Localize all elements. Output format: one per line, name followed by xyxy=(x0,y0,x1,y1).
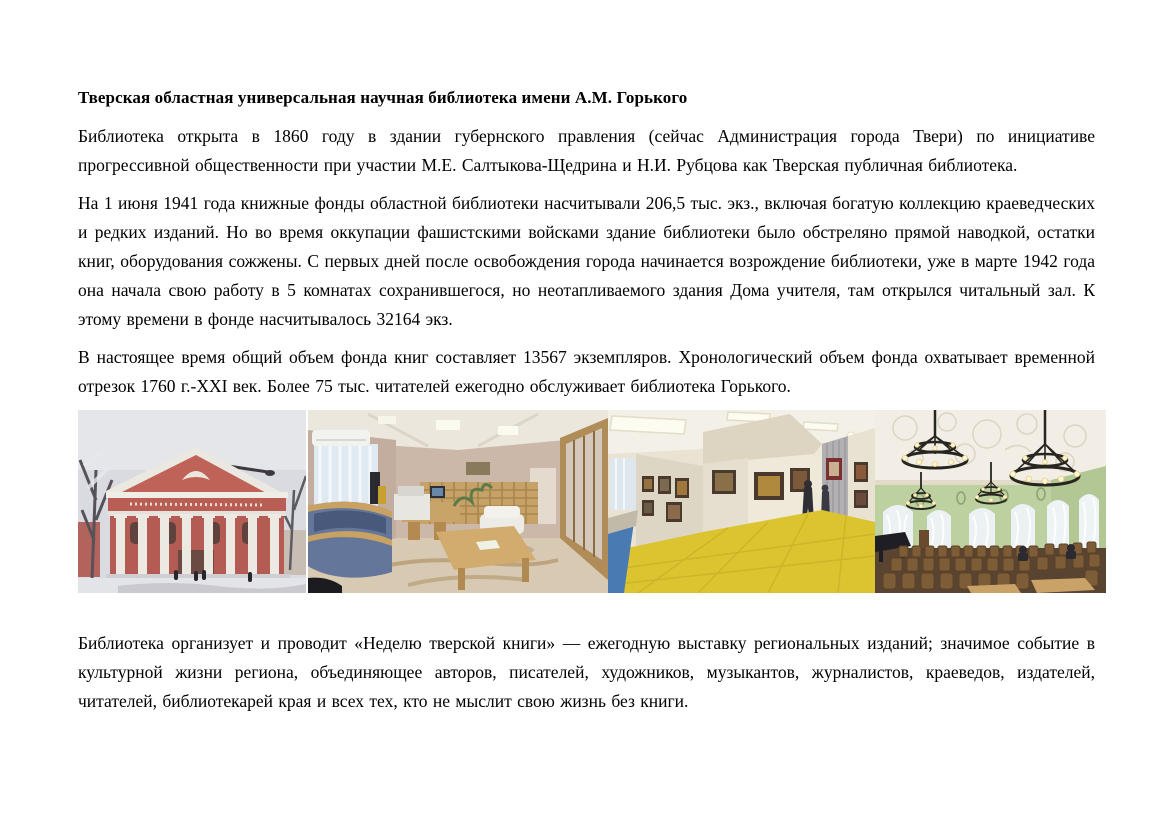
empty-paragraph-spacer xyxy=(78,593,1095,629)
photo-reading-room-interior xyxy=(308,410,608,593)
document-page xyxy=(78,84,1095,725)
library-building-illustration xyxy=(78,410,306,593)
conference-hall-illustration xyxy=(875,410,1106,593)
photo-exhibition-hall xyxy=(608,410,875,593)
paragraph-founding-history: Библиотека открыта в 1860 году в здании губернского правления (сейчас Администрация города Твери) по инициативе прогрессивной общественности при участии М.Е. Салтыкова-Щедрина и Н.И. Рубцова как Тверская публичная библиотека. xyxy=(78,126,1095,175)
photo-library-building-exterior xyxy=(78,410,306,593)
document-title: Тверская областная универсальная научная библиотека имени А.М. Горького xyxy=(78,88,688,107)
paragraph-book-week: Библиотека организует и проводит «Неделю тверской книги» — ежегодную выставку региональных изданий; значимое событие в культурной жизни региона, объединяющее авторов, писателей, художников, музыкантов, журналистов, краеведов, издателей, читателей, библиотекарей края и всех тех, кто не мыслит свою жизнь без книги. xyxy=(78,633,1095,711)
photo-strip xyxy=(78,410,1106,593)
paragraph-war-period: На 1 июня 1941 года книжные фонды областной библиотеки насчитывали 206,5 тыс. экз., включая богатую коллекцию краеведческих и редких изданий. Но во время оккупации фашистскими войсками здание библиотеки было обстреляно прямой наводкой, остатки книг, оборудования сожжены. С первых дней после освобождения города начинается возрождение библиотеки, уже в марте 1942 года она начала свою работу в 5 комнатах сохранившегося, но неотапливаемого здания Дома учителя, там открылся читальный зал. К этому времени в фонде насчитывалось 32164 экз. xyxy=(78,193,1095,329)
paragraph-current-collection: В настоящее время общий объем фонда книг составляет 13567 экземпляров. Хронологический объем фонда охватывает временной отрезок 1760 г.-XXI век. Более 75 тыс. читателей ежегодно обслуживает библиотека Горького. xyxy=(78,347,1095,396)
exhibition-hall-illustration xyxy=(608,410,875,593)
photo-conference-hall xyxy=(875,410,1106,593)
reading-room-illustration xyxy=(308,410,608,593)
